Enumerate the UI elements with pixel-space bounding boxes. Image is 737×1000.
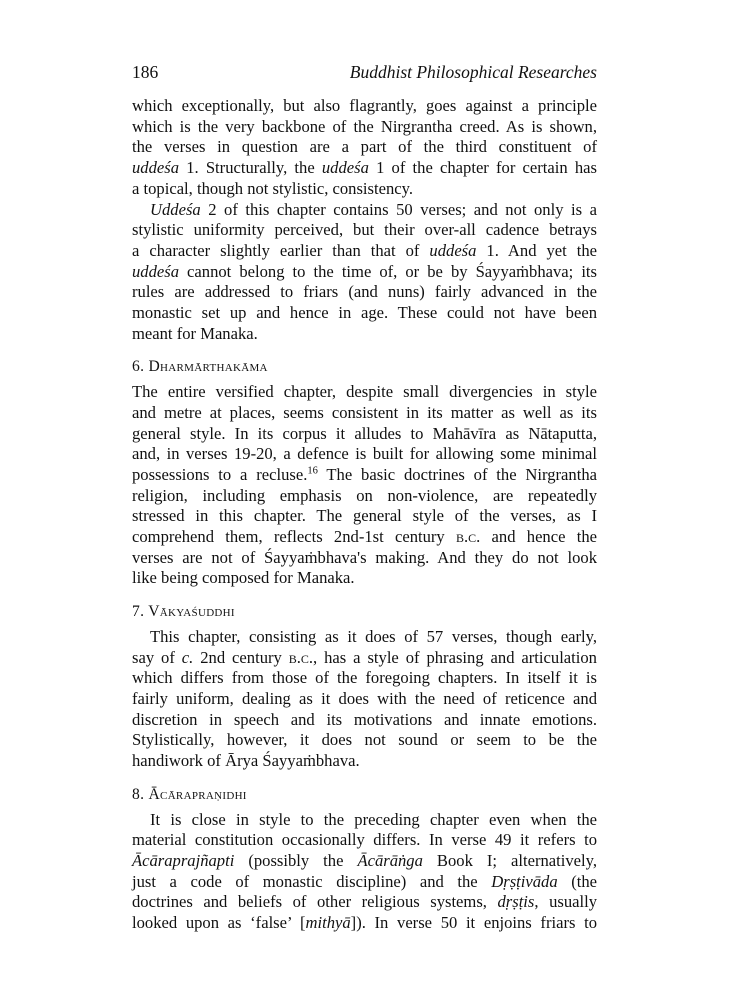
text-line	[132, 262, 597, 283]
text-run: 1. Structurally, the	[179, 158, 322, 178]
footnote-marker: 16	[307, 465, 318, 477]
text-run: possessions to a recluse.	[132, 464, 308, 484]
text-line: rules are addressed to friars (and nuns) fairly advanced in the	[132, 282, 597, 302]
text-run: 1 of the chapter for certain has	[368, 158, 597, 178]
text-line	[132, 913, 597, 934]
paragraph-uddesa-2	[132, 200, 597, 345]
italic-term: dṛṣṭis	[497, 892, 535, 912]
text-line: The entire versified chapter, despite small divergencies in style	[132, 382, 597, 402]
text-line: discretion in speech and its motivations and innate emotions.	[132, 709, 597, 729]
italic-term: mithyā	[305, 913, 351, 933]
section-heading-vakyasuddhi: 7. Vākyaśuddhi	[132, 603, 235, 621]
paragraph-dharmarthakama	[132, 382, 597, 589]
page-header	[132, 62, 597, 83]
text-line: This chapter, consisting as it does of 57 verses, though early,	[150, 626, 597, 646]
text-line: the verses in question are a part of the third constituent of	[132, 137, 597, 157]
text-run: a character slightly earlier than that of	[132, 240, 430, 260]
era-abbreviation: b.c.	[455, 527, 481, 547]
text-line: handiwork of Ārya Śayyaṁbhava.	[132, 751, 360, 771]
text-run: (the	[557, 871, 597, 891]
italic-term: uddeśa	[321, 158, 369, 178]
text-run: , has a style of phrasing and articulation	[313, 647, 597, 667]
text-run: (possibly the	[234, 850, 358, 870]
text-run: 2nd century	[193, 647, 289, 667]
text-line: like being composed for Manaka.	[132, 568, 355, 588]
section-heading-dharmarthakama: 6. Dharmārthakāma	[132, 358, 268, 376]
text-run: 2 of this chapter contains 50 verses; and not only is a	[200, 199, 597, 219]
era-abbreviation: b.c.	[288, 647, 314, 667]
text-run: Book I; alternatively,	[422, 850, 597, 870]
text-run: and hence the	[480, 527, 597, 547]
text-run: say of	[132, 647, 182, 667]
text-line: fairly uniform, dealing as it does with the need of reticence and	[132, 688, 597, 708]
paragraph-continuation	[132, 96, 597, 200]
paragraph-vakyasuddhi	[132, 627, 597, 772]
text-run: looked upon as ‘false’ [	[132, 913, 306, 933]
italic-term: c.	[181, 647, 194, 667]
italic-term: uddeśa	[132, 158, 180, 178]
text-line: stylistic uniformity perceived, but their over-all cadence betrays	[132, 220, 597, 240]
page-body	[132, 96, 597, 934]
running-title: Buddhist Philosophical Researches	[349, 62, 597, 82]
text-line: material constitution occasionally differs. In verse 49 it refers to	[132, 830, 597, 850]
italic-term: uddeśa	[429, 240, 477, 260]
text-line: Stylistically, however, it does not sound or seem to be the	[132, 730, 597, 750]
text-line	[132, 872, 597, 893]
text-run: 1. And yet the	[476, 240, 597, 260]
text-run: just a code of monastic discipline) and the	[132, 871, 492, 891]
text-run: The basic doctrines of the Nirgrantha	[317, 464, 597, 484]
italic-term: uddeśa	[132, 261, 180, 281]
text-line: monastic set up and hence in age. These could not have been	[132, 303, 597, 323]
text-line	[132, 892, 597, 913]
text-run: doctrines and beliefs of other religious systems,	[132, 892, 498, 912]
text-line	[132, 241, 597, 262]
italic-term: Dṛṣṭivāda	[491, 871, 558, 891]
text-line	[132, 851, 597, 872]
italic-term: Ācāraprajñapti	[132, 850, 235, 870]
text-line: verses are not of Śayyaṁbhava's making. And they do not look	[132, 547, 597, 567]
text-line: and metre at places, seems consistent in its matter as well as its	[132, 402, 597, 422]
text-line: a topical, though not stylistic, consistency.	[132, 178, 413, 198]
text-line: which differs from those of the foregoing chapters. In itself it is	[132, 668, 597, 688]
text-line	[132, 158, 597, 179]
italic-term: Ācārāṅga	[357, 850, 423, 870]
text-line: religion, including emphasis on non-violence, are repeatedly	[132, 485, 597, 505]
text-run: comprehend them, reflects 2nd-1st century	[132, 527, 456, 547]
text-run: ]). In verse 50 it enjoins friars to	[350, 913, 597, 933]
text-line	[132, 648, 597, 669]
text-line: and, in verses 19-20, a defence is built for allowing some minimal	[132, 444, 597, 464]
text-line	[132, 527, 597, 548]
page-number: 186	[132, 62, 159, 82]
text-line: It is close in style to the preceding chapter even when the	[150, 809, 597, 829]
text-run: cannot belong to the time of, or be by Śayyaṁbhava; its	[179, 261, 597, 281]
text-line: general style. In its corpus it alludes to Mahāvīra as Nātaputta,	[132, 423, 597, 443]
section-heading-acarapranidhi: 8. Ācārapraṇidhi	[132, 785, 247, 803]
text-line	[132, 465, 597, 486]
paragraph-acarapranidhi	[132, 810, 597, 934]
text-line	[132, 200, 597, 221]
italic-term: Uddeśa	[150, 199, 201, 219]
text-line: meant for Manaka.	[132, 323, 258, 343]
text-line: stressed in this chapter. The general style of the verses, as I	[132, 506, 597, 526]
text-run: , usually	[534, 892, 597, 912]
text-line: which is the very backbone of the Nirgrantha creed. As is shown,	[132, 116, 597, 136]
text-line: which exceptionally, but also flagrantly, goes against a principle	[132, 96, 597, 115]
